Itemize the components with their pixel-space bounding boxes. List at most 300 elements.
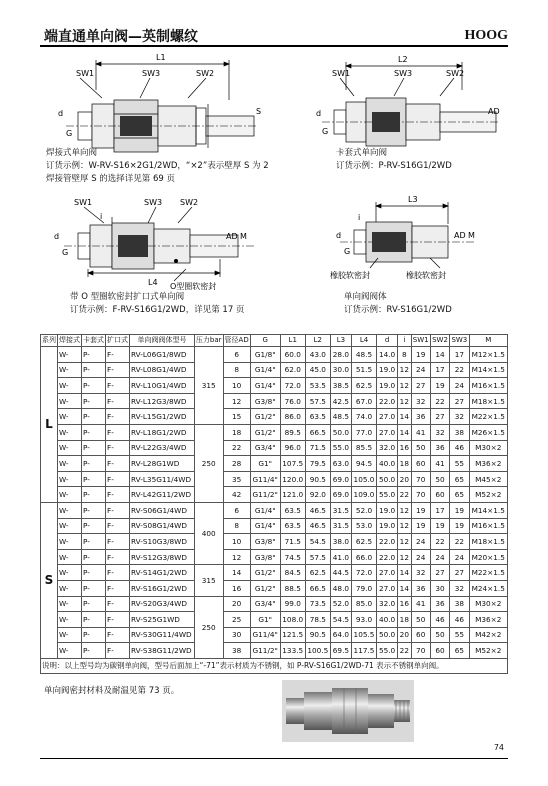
label-sw3: SW3 <box>142 69 161 78</box>
cell-g: G11/2" <box>250 487 280 503</box>
cell-w: W- <box>58 549 82 565</box>
cell-f: F- <box>106 378 130 394</box>
cell-f: F- <box>106 612 130 628</box>
welding-caption-example: 订货示例：W-RV-S16×2G1/2WD，“×2”表示壁厚 S 为 2 <box>46 161 269 171</box>
cell-f: F- <box>106 502 130 518</box>
cell-i: 14 <box>398 580 411 596</box>
cell-model: RV-L15G1/2WD <box>130 409 195 425</box>
cell-sw2: 36 <box>430 596 449 612</box>
cell-model: RV-S16G1/2WD <box>130 580 195 596</box>
cell-model: RV-L08G1/4WD <box>130 362 195 378</box>
cell-l3: 30.0 <box>330 362 351 378</box>
header-rule <box>40 45 508 47</box>
cell-f: F- <box>106 549 130 565</box>
cell-sw3: 38 <box>450 596 469 612</box>
col-header-flare: 扩口式 <box>106 335 130 347</box>
cell-d: 22.0 <box>377 549 398 565</box>
cell-l1: 133.5 <box>280 643 305 659</box>
cell-l2: 79.5 <box>305 456 330 472</box>
cell-sw1: 32 <box>411 565 430 581</box>
cell-sw2: 14 <box>430 347 449 363</box>
cell-l2: 46.5 <box>305 502 330 518</box>
cell-l4: 51.5 <box>351 362 376 378</box>
col-header-sw3: SW3 <box>450 335 469 347</box>
cell-f: F- <box>106 424 130 440</box>
cell-f: F- <box>106 456 130 472</box>
cell-d: 27.0 <box>377 580 398 596</box>
cell-sw2: 27 <box>430 565 449 581</box>
cell-l1: 62.0 <box>280 362 305 378</box>
cell-p: P- <box>82 518 106 534</box>
cell-l2: 43.0 <box>305 347 330 363</box>
cell-p: P- <box>82 409 106 425</box>
o-ring-caption <box>70 291 244 317</box>
cell-m: M14×1.5 <box>469 362 507 378</box>
table-row <box>41 549 508 565</box>
cell-l2: 90.5 <box>305 471 330 487</box>
cell-l4: 48.5 <box>351 347 376 363</box>
col-header-series: 系列 <box>41 335 58 347</box>
cell-g: G1/2" <box>250 409 280 425</box>
cell-g: G1" <box>250 456 280 472</box>
cell-sw1: 36 <box>411 580 430 596</box>
cell-p: P- <box>82 362 106 378</box>
cell-l3: 54.5 <box>330 612 351 628</box>
cell-f: F- <box>106 596 130 612</box>
cell-p: P- <box>82 596 106 612</box>
cell-l2: 90.5 <box>305 627 330 643</box>
cell-l1: 121.5 <box>280 627 305 643</box>
cell-f: F- <box>106 409 130 425</box>
cell-p: P- <box>82 612 106 628</box>
welding-caption <box>46 147 269 186</box>
cell-g: G3/8" <box>250 393 280 409</box>
cell-ad: 8 <box>223 518 250 534</box>
cell-g: G1" <box>250 612 280 628</box>
cell-model: RV-L35G11/4WD <box>130 471 195 487</box>
cell-i: 12 <box>398 518 411 534</box>
cell-f: F- <box>106 487 130 503</box>
cell-model: RV-L22G3/4WD <box>130 440 195 456</box>
cell-sw3: 55 <box>450 456 469 472</box>
cell-sw3: 65 <box>450 471 469 487</box>
cell-l2: 57.5 <box>305 549 330 565</box>
cell-f: F- <box>106 393 130 409</box>
cell-p: P- <box>82 534 106 550</box>
label-sw1: SW1 <box>332 69 351 78</box>
cell-f: F- <box>106 471 130 487</box>
cell-l1: 74.5 <box>280 549 305 565</box>
cell-ad: 16 <box>223 580 250 596</box>
cell-l4: 94.5 <box>351 456 376 472</box>
table-row <box>41 565 508 581</box>
cell-sw3: 46 <box>450 612 469 628</box>
cell-sw2: 22 <box>430 393 449 409</box>
cell-sw1: 60 <box>411 456 430 472</box>
table-row <box>41 409 508 425</box>
table-row <box>41 534 508 550</box>
cell-sw3: 24 <box>450 549 469 565</box>
cell-m: M12×1.5 <box>469 347 507 363</box>
cell-m: M16×1.5 <box>469 378 507 394</box>
cell-sw1: 27 <box>411 378 430 394</box>
cell-i: 14 <box>398 409 411 425</box>
cell-w: W- <box>58 378 82 394</box>
cell-sw2: 60 <box>430 487 449 503</box>
cell-sw3: 55 <box>450 627 469 643</box>
cell-sw2: 19 <box>430 518 449 534</box>
label-o-ring-seal: O型圈软密封 <box>170 282 217 291</box>
cell-sw1: 70 <box>411 643 430 659</box>
cell-l2: 78.5 <box>305 612 330 628</box>
cell-model: RV-L10G1/4WD <box>130 378 195 394</box>
welding-caption-note: 焊接管壁厚 S 的选择详见第 69 页 <box>46 174 176 184</box>
cell-l4: 62.5 <box>351 534 376 550</box>
cell-sw3: 22 <box>450 534 469 550</box>
cell-p: P- <box>82 424 106 440</box>
label-ad: AD <box>488 107 500 116</box>
cell-ad: 38 <box>223 643 250 659</box>
cell-sw2: 41 <box>430 456 449 472</box>
cutting-ring-check-valve-drawing <box>312 50 502 150</box>
welding-caption-title: 焊接式单向阀 <box>46 148 98 158</box>
check-valve-photo <box>282 680 414 742</box>
cell-w: W- <box>58 362 82 378</box>
col-header-g: G <box>250 335 280 347</box>
cell-model: RV-S08G1/4WD <box>130 518 195 534</box>
cell-sw3: 27 <box>450 565 469 581</box>
cutting-ring-caption-title: 卡套式单向阀 <box>336 148 388 158</box>
cell-i: 16 <box>398 596 411 612</box>
cell-sw3: 19 <box>450 518 469 534</box>
col-header-od: 管径AD <box>223 335 250 347</box>
cell-l3: 38.5 <box>330 378 351 394</box>
cell-m: M45×2 <box>469 471 507 487</box>
label-m: M <box>468 231 475 240</box>
cell-model: RV-S20G3/4WD <box>130 596 195 612</box>
cell-l4: 72.0 <box>351 565 376 581</box>
cell-l3: 42.5 <box>330 393 351 409</box>
cell-sw2: 46 <box>430 612 449 628</box>
cell-f: F- <box>106 518 130 534</box>
cell-i: 12 <box>398 549 411 565</box>
cell-model: RV-S10G3/8WD <box>130 534 195 550</box>
footer-rule <box>40 758 508 759</box>
cell-l2: 73.5 <box>305 596 330 612</box>
cell-p: P- <box>82 347 106 363</box>
cell-f: F- <box>106 440 130 456</box>
table-row <box>41 612 508 628</box>
cell-sw2: 27 <box>430 409 449 425</box>
cell-m: M26×1.5 <box>469 424 507 440</box>
cell-i: 18 <box>398 612 411 628</box>
body-caption-example: 订货示例：RV-S16G1/2WD <box>344 305 452 315</box>
cell-w: W- <box>58 534 82 550</box>
cell-l3: 48.5 <box>330 409 351 425</box>
table-row <box>41 502 508 518</box>
cell-w: W- <box>58 596 82 612</box>
col-header-ring: 卡套式 <box>82 335 106 347</box>
cell-w: W- <box>58 565 82 581</box>
table-row <box>41 627 508 643</box>
cell-d: 27.0 <box>377 424 398 440</box>
cell-g: G3/8" <box>250 534 280 550</box>
cell-w: W- <box>58 580 82 596</box>
cell-sw3: 27 <box>450 393 469 409</box>
cell-l3: 38.0 <box>330 534 351 550</box>
cell-p: P- <box>82 502 106 518</box>
cell-l4: 105.5 <box>351 627 376 643</box>
cell-l1: 63.5 <box>280 518 305 534</box>
cell-l2: 46.5 <box>305 518 330 534</box>
cell-g: G1/4" <box>250 502 280 518</box>
cell-sw1: 50 <box>411 440 430 456</box>
cell-p: P- <box>82 456 106 472</box>
cell-l3: 41.0 <box>330 549 351 565</box>
cell-ad: 12 <box>223 393 250 409</box>
cell-sw1: 70 <box>411 487 430 503</box>
table-row <box>41 347 508 363</box>
cell-w: W- <box>58 440 82 456</box>
cell-sw2: 17 <box>430 362 449 378</box>
cell-l3: 55.0 <box>330 440 351 456</box>
cell-w: W- <box>58 487 82 503</box>
cell-l4: 79.0 <box>351 580 376 596</box>
cell-sw3: 22 <box>450 362 469 378</box>
label-m: M <box>240 232 247 241</box>
cell-l4: 66.0 <box>351 549 376 565</box>
cell-d: 27.0 <box>377 565 398 581</box>
col-header-pressure: 压力bar <box>194 335 223 347</box>
cell-i: 12 <box>398 362 411 378</box>
cell-i: 20 <box>398 471 411 487</box>
cell-p: P- <box>82 440 106 456</box>
label-g: G <box>344 247 351 256</box>
cell-model: RV-S12G3/8WD <box>130 549 195 565</box>
label-g: G <box>322 127 329 136</box>
cell-d: 40.0 <box>377 456 398 472</box>
cell-sw1: 50 <box>411 612 430 628</box>
cell-l3: 52.0 <box>330 596 351 612</box>
label-sw1: SW1 <box>76 69 95 78</box>
cell-p: P- <box>82 487 106 503</box>
pressure-cell: 315 <box>194 565 223 596</box>
brand-logo: HOOG <box>464 28 508 43</box>
cell-w: W- <box>58 612 82 628</box>
cell-m: M24×1.5 <box>469 580 507 596</box>
col-header-m: M <box>469 335 507 347</box>
cell-g: G1/4" <box>250 378 280 394</box>
body-caption <box>344 291 452 317</box>
cell-l4: 67.0 <box>351 393 376 409</box>
cell-model: RV-L42G11/2WD <box>130 487 195 503</box>
cell-d: 19.0 <box>377 362 398 378</box>
cell-ad: 6 <box>223 502 250 518</box>
cell-sw3: 65 <box>450 487 469 503</box>
cell-sw2: 19 <box>430 378 449 394</box>
cell-g: G1/8" <box>250 347 280 363</box>
cell-model: RV-L06G1/8WD <box>130 347 195 363</box>
col-header-sw2: SW2 <box>430 335 449 347</box>
cell-ad: 10 <box>223 534 250 550</box>
cell-sw3: 32 <box>450 409 469 425</box>
cell-sw3: 46 <box>450 440 469 456</box>
cell-l1: 63.5 <box>280 502 305 518</box>
cell-model: RV-S06G1/4WD <box>130 502 195 518</box>
cell-m: M42×2 <box>469 627 507 643</box>
cell-d: 50.0 <box>377 471 398 487</box>
table-note-row <box>41 658 508 673</box>
o-ring-caption-title: 带 O 型圈软密封扩口式单向阀 <box>70 292 185 302</box>
cell-l3: 50.0 <box>330 424 351 440</box>
col-header-d: d <box>377 335 398 347</box>
cell-l1: 108.0 <box>280 612 305 628</box>
cell-g: G1/2" <box>250 580 280 596</box>
cell-l4: 62.5 <box>351 378 376 394</box>
col-header-weld: 焊接式 <box>58 335 82 347</box>
cell-i: 22 <box>398 487 411 503</box>
pressure-cell: 250 <box>194 424 223 502</box>
cell-l1: 76.0 <box>280 393 305 409</box>
cell-d: 19.0 <box>377 378 398 394</box>
col-header-l4: L4 <box>351 335 376 347</box>
label-sw3: SW3 <box>144 198 163 207</box>
cell-l2: 53.5 <box>305 378 330 394</box>
cell-l1: 121.0 <box>280 487 305 503</box>
cell-g: G11/4" <box>250 627 280 643</box>
table-row <box>41 487 508 503</box>
cell-ad: 15 <box>223 409 250 425</box>
cell-sw1: 36 <box>411 409 430 425</box>
label-d: d <box>58 109 64 118</box>
cell-i: 12 <box>398 502 411 518</box>
pressure-cell: 400 <box>194 502 223 564</box>
cell-d: 55.0 <box>377 487 398 503</box>
label-sw2: SW2 <box>196 69 215 78</box>
cell-sw2: 50 <box>430 471 449 487</box>
label-g: G <box>62 248 69 257</box>
table-row <box>41 580 508 596</box>
cell-sw2: 32 <box>430 424 449 440</box>
cell-sw1: 41 <box>411 424 430 440</box>
cell-m: M52×2 <box>469 487 507 503</box>
pressure-cell: 250 <box>194 596 223 658</box>
cell-sw1: 32 <box>411 393 430 409</box>
cell-l1: 71.5 <box>280 534 305 550</box>
cell-sw2: 30 <box>430 580 449 596</box>
cell-l3: 63.0 <box>330 456 351 472</box>
col-header-model: 单向阀阀体型号 <box>130 335 195 347</box>
spec-table <box>40 334 508 674</box>
cell-model: RV-S38G11/2WD <box>130 643 195 659</box>
cell-m: M36×2 <box>469 456 507 472</box>
cell-p: P- <box>82 580 106 596</box>
cell-i: 22 <box>398 643 411 659</box>
cell-g: G1/2" <box>250 424 280 440</box>
pressure-cell: 315 <box>194 347 223 425</box>
table-row <box>41 424 508 440</box>
label-i: i <box>358 213 361 222</box>
cell-w: W- <box>58 393 82 409</box>
cell-l4: 93.0 <box>351 612 376 628</box>
cell-sw1: 24 <box>411 362 430 378</box>
cell-l4: 105.0 <box>351 471 376 487</box>
cell-f: F- <box>106 347 130 363</box>
cell-d: 27.0 <box>377 409 398 425</box>
cell-p: P- <box>82 393 106 409</box>
cell-d: 22.0 <box>377 534 398 550</box>
cell-g: G3/8" <box>250 549 280 565</box>
dim-l4: L4 <box>148 278 158 287</box>
cell-l3: 69.0 <box>330 487 351 503</box>
label-d: d <box>336 231 342 240</box>
cell-sw1: 24 <box>411 549 430 565</box>
cell-g: G1/2" <box>250 565 280 581</box>
cell-model: RV-L12G3/8WD <box>130 393 195 409</box>
cell-l4: 77.0 <box>351 424 376 440</box>
cell-w: W- <box>58 424 82 440</box>
cell-m: M30×2 <box>469 440 507 456</box>
label-sw1: SW1 <box>74 198 93 207</box>
col-header-l3: L3 <box>330 335 351 347</box>
welding-check-valve-drawing <box>46 50 266 162</box>
label-rubber-seal-left: 橡胶软密封 <box>330 271 370 280</box>
cell-p: P- <box>82 549 106 565</box>
cell-sw2: 50 <box>430 627 449 643</box>
cell-m: M16×1.5 <box>469 518 507 534</box>
dim-l2: L2 <box>398 55 408 64</box>
cell-l1: 107.5 <box>280 456 305 472</box>
label-s: S <box>256 107 262 116</box>
cell-l2: 92.0 <box>305 487 330 503</box>
cell-w: W- <box>58 456 82 472</box>
cell-d: 19.0 <box>377 502 398 518</box>
dim-l1: L1 <box>156 53 166 62</box>
cell-sw1: 19 <box>411 347 430 363</box>
label-d: d <box>316 109 322 118</box>
page-title: 端直通单向阀—英制螺纹 <box>44 29 198 45</box>
cell-w: W- <box>58 643 82 659</box>
label-d: d <box>54 232 60 241</box>
cell-ad: 8 <box>223 362 250 378</box>
o-ring-caption-example: 订货示例：F-RV-S16G1/2WD，详见第 17 页 <box>70 305 245 315</box>
cell-l1: 60.0 <box>280 347 305 363</box>
cell-w: W- <box>58 518 82 534</box>
label-i: i <box>100 212 103 221</box>
dim-l3: L3 <box>408 195 418 204</box>
cell-l4: 117.5 <box>351 643 376 659</box>
valve-body-drawing <box>330 194 500 284</box>
cell-w: W- <box>58 627 82 643</box>
cell-f: F- <box>106 534 130 550</box>
cell-sw1: 19 <box>411 518 430 534</box>
cell-p: P- <box>82 627 106 643</box>
cell-f: F- <box>106 362 130 378</box>
cell-l3: 64.0 <box>330 627 351 643</box>
cell-g: G3/4" <box>250 440 280 456</box>
cell-l4: 52.0 <box>351 502 376 518</box>
col-header-i: i <box>398 335 411 347</box>
cell-l2: 63.5 <box>305 409 330 425</box>
cell-d: 19.0 <box>377 518 398 534</box>
cell-l4: 85.5 <box>351 440 376 456</box>
table-row <box>41 393 508 409</box>
cell-l1: 89.5 <box>280 424 305 440</box>
table-row <box>41 362 508 378</box>
cell-sw1: 60 <box>411 627 430 643</box>
cell-l3: 48.0 <box>330 580 351 596</box>
cell-i: 8 <box>398 347 411 363</box>
